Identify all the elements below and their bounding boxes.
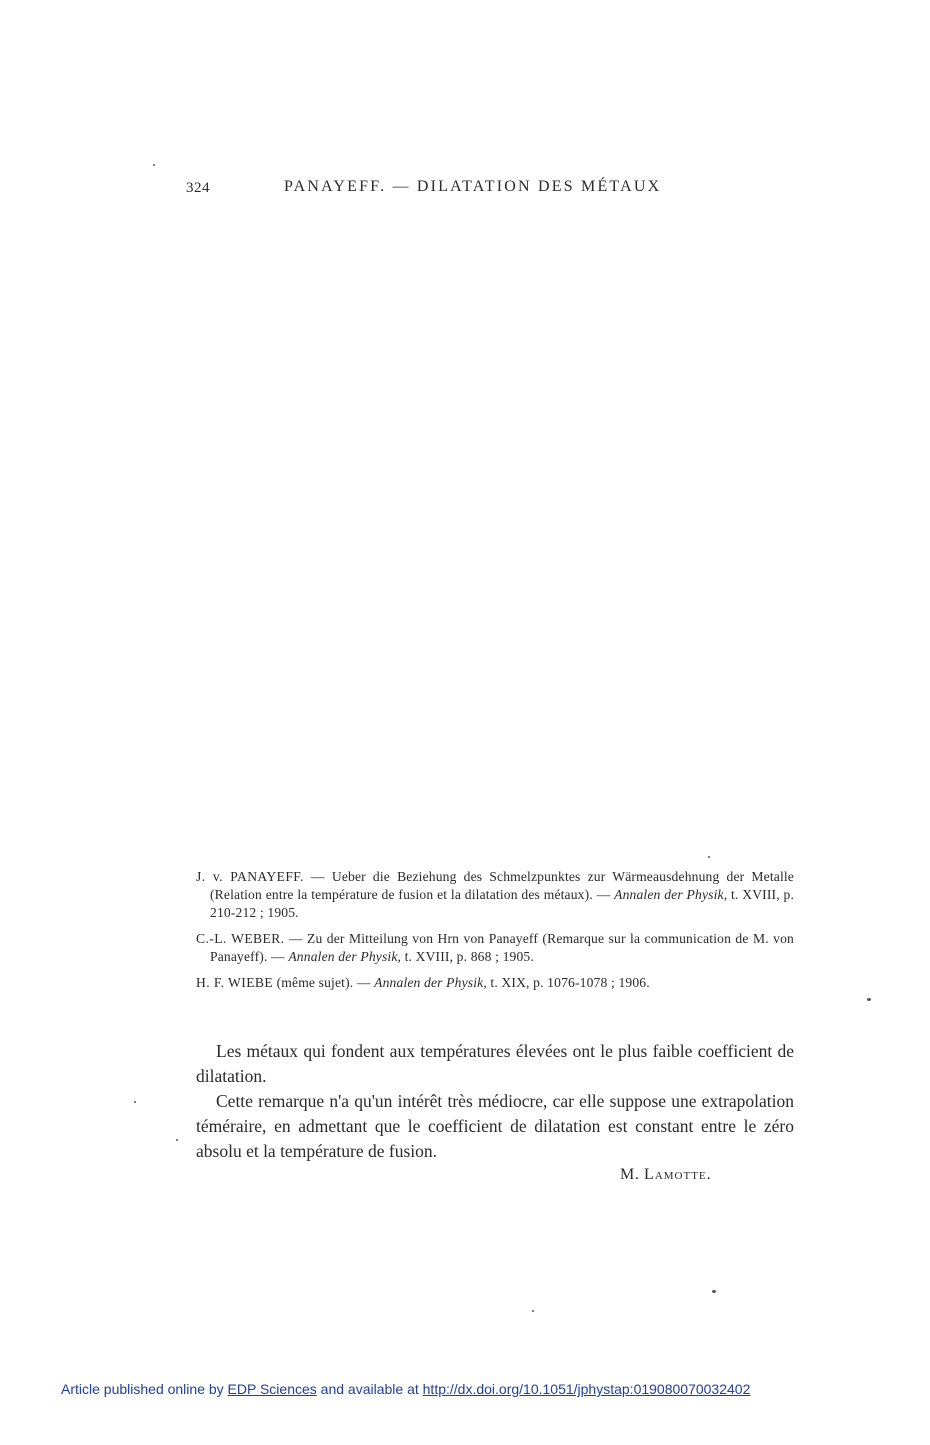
scan-speck: [176, 1139, 178, 1141]
scan-speck: [708, 856, 710, 858]
reference-author: C.-L. WEBER.: [196, 931, 285, 946]
publisher-link[interactable]: EDP Sciences: [227, 1381, 317, 1397]
doi-link[interactable]: http://dx.doi.org/10.1051/jphystap:019080070032402: [422, 1381, 751, 1397]
signature-initial: M.: [620, 1166, 640, 1183]
reference-item: [196, 868, 794, 922]
publication-footer: [61, 1381, 750, 1397]
scan-speck: [712, 1290, 716, 1293]
reference-text: — Zu der Mitteilung von Hrn von Panayeff (Remarque sur la communication de M. von Panayeff). —: [210, 931, 794, 964]
scan-speck: [532, 1310, 534, 1312]
author-signature: [620, 1166, 712, 1184]
scan-speck: [134, 1101, 136, 1103]
reference-text: (même sujet). —: [273, 975, 375, 990]
reference-author: H. F. WIEBE: [196, 975, 274, 990]
reference-text: — Ueber die Beziehung des Schmelzpunktes zur Wärmeausdehnung der Metalle (Relation entre la température de fusion et la dilatation des métaux). —: [210, 869, 794, 902]
body-text: [196, 1039, 794, 1164]
scan-speck: [867, 998, 871, 1001]
footer-prefix: Article published online by: [61, 1381, 228, 1397]
reference-item: [196, 974, 794, 992]
footer-middle: and available at: [316, 1381, 423, 1397]
page-header: [186, 178, 746, 202]
reference-journal: Annalen der Physik: [374, 975, 484, 990]
reference-details: , t. XVIII, p. 868 ; 1905.: [397, 949, 534, 964]
reference-journal: Annalen der Physik: [614, 887, 724, 902]
reference-list: [196, 868, 794, 1000]
reference-journal: Annalen der Physik: [288, 949, 398, 964]
reference-item: [196, 930, 794, 966]
reference-author: J. v. PANAYEFF.: [196, 869, 304, 884]
page-number: 324: [186, 180, 210, 196]
paragraph: Cette remarque n'a qu'un intérêt très médiocre, car elle suppose une extrapolation téméraire, en admettant que le coefficient de dilatation est constant entre le zéro absolu et la température de fusion.: [196, 1091, 794, 1161]
paragraph: Les métaux qui fondent aux températures élevées ont le plus faible coefficient de dilatation.: [196, 1041, 794, 1086]
reference-details: , t. XVIII, p. 210-212 ; 1905.: [210, 887, 795, 920]
running-title: PANAYEFF. — DILATATION DES MÉTAUX: [284, 178, 662, 195]
signature-surname: Lamotte.: [644, 1166, 712, 1183]
scan-speck: [153, 164, 155, 166]
reference-details: , t. XIX, p. 1076-1078 ; 1906.: [483, 975, 650, 990]
